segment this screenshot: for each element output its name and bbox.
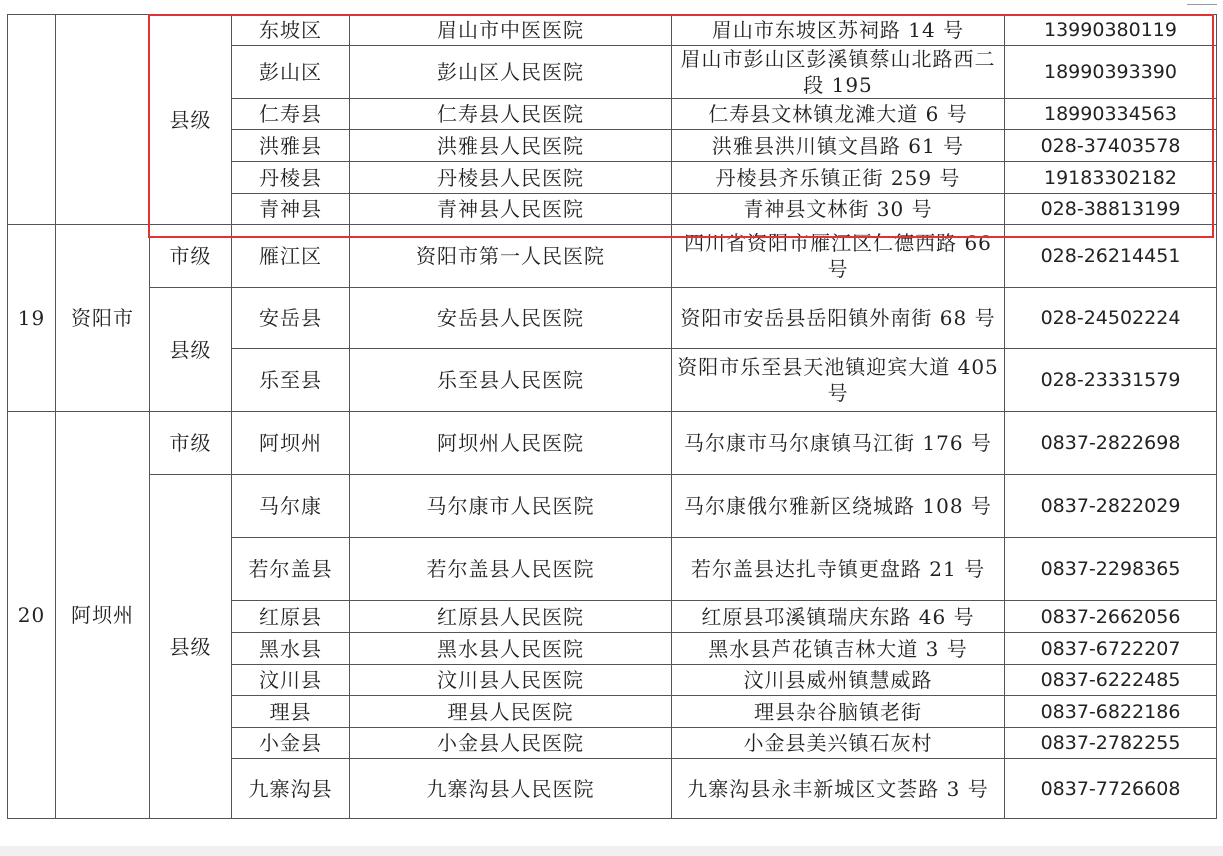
phone-cell: 0837-6222485	[1005, 665, 1217, 696]
address-cell: 马尔康俄尔雅新区绕城路 108 号	[672, 475, 1005, 538]
district-cell: 青神县	[232, 194, 350, 225]
table-row	[8, 475, 1217, 538]
seq-cell: 19	[8, 225, 56, 412]
address-cell: 资阳市乐至县天池镇迎宾大道 405 号	[672, 349, 1005, 412]
hospital-cell: 资阳市第一人民医院	[350, 225, 672, 288]
district-cell: 黑水县	[232, 633, 350, 665]
address-cell: 小金县美兴镇石灰村	[672, 728, 1005, 759]
address-cell: 理县杂谷脑镇老街	[672, 696, 1005, 728]
address-cell: 汶川县威州镇慧威路	[672, 665, 1005, 696]
hospital-cell: 若尔盖县人民医院	[350, 538, 672, 601]
level-cell: 县级	[150, 15, 232, 225]
table-row	[8, 15, 1217, 46]
level-cell: 市级	[150, 412, 232, 475]
address-cell: 丹棱县齐乐镇正街 259 号	[672, 162, 1005, 194]
table-row	[8, 225, 1217, 288]
hospital-cell: 小金县人民医院	[350, 728, 672, 759]
table-row	[8, 288, 1217, 349]
city-cell-cont	[56, 15, 150, 225]
address-cell: 黑水县芦花镇吉林大道 3 号	[672, 633, 1005, 665]
phone-cell: 0837-6722207	[1005, 633, 1217, 665]
district-cell: 小金县	[232, 728, 350, 759]
level-cell: 市级	[150, 225, 232, 288]
hospital-cell: 洪雅县人民医院	[350, 130, 672, 162]
hospital-table	[7, 14, 1217, 819]
hospital-cell: 理县人民医院	[350, 696, 672, 728]
phone-cell: 0837-2822029	[1005, 475, 1217, 538]
address-cell: 资阳市安岳县岳阳镇外南街 68 号	[672, 288, 1005, 349]
page-corner-mark	[1187, 0, 1217, 5]
phone-cell: 18990393390	[1005, 46, 1217, 99]
district-cell: 雁江区	[232, 225, 350, 288]
hospital-cell: 汶川县人民医院	[350, 665, 672, 696]
phone-cell: 0837-2662056	[1005, 601, 1217, 633]
hospital-cell: 青神县人民医院	[350, 194, 672, 225]
hospital-cell: 红原县人民医院	[350, 601, 672, 633]
phone-cell: 0837-6822186	[1005, 696, 1217, 728]
hospital-cell: 九寨沟县人民医院	[350, 759, 672, 819]
phone-cell: 028-38813199	[1005, 194, 1217, 225]
hospital-cell: 丹棱县人民医院	[350, 162, 672, 194]
hospital-cell: 彭山区人民医院	[350, 46, 672, 99]
phone-cell: 028-24502224	[1005, 288, 1217, 349]
district-cell: 东坡区	[232, 15, 350, 46]
table-row	[8, 412, 1217, 475]
district-cell: 洪雅县	[232, 130, 350, 162]
table-body	[8, 15, 1217, 819]
district-cell: 红原县	[232, 601, 350, 633]
address-cell: 眉山市彭山区彭溪镇蔡山北路西二段 195	[672, 46, 1005, 99]
district-cell: 彭山区	[232, 46, 350, 99]
district-cell: 阿坝州	[232, 412, 350, 475]
city-cell: 资阳市	[56, 225, 150, 412]
address-cell: 眉山市东坡区苏祠路 14 号	[672, 15, 1005, 46]
level-cell: 县级	[150, 475, 232, 819]
hospital-cell: 仁寿县人民医院	[350, 99, 672, 130]
hospital-cell: 阿坝州人民医院	[350, 412, 672, 475]
hospital-cell: 马尔康市人民医院	[350, 475, 672, 538]
district-cell: 汶川县	[232, 665, 350, 696]
phone-cell: 028-26214451	[1005, 225, 1217, 288]
phone-cell: 028-23331579	[1005, 349, 1217, 412]
bottom-gray-bar	[0, 846, 1223, 856]
phone-cell: 0837-2822698	[1005, 412, 1217, 475]
city-cell: 阿坝州	[56, 412, 150, 819]
district-cell: 九寨沟县	[232, 759, 350, 819]
phone-cell: 0837-7726608	[1005, 759, 1217, 819]
address-cell: 仁寿县文林镇龙滩大道 6 号	[672, 99, 1005, 130]
address-cell: 洪雅县洪川镇文昌路 61 号	[672, 130, 1005, 162]
hospital-cell: 眉山市中医医院	[350, 15, 672, 46]
phone-cell: 18990334563	[1005, 99, 1217, 130]
address-cell: 红原县邛溪镇瑞庆东路 46 号	[672, 601, 1005, 633]
district-cell: 丹棱县	[232, 162, 350, 194]
address-cell: 若尔盖县达扎寺镇更盘路 21 号	[672, 538, 1005, 601]
district-cell: 乐至县	[232, 349, 350, 412]
phone-cell: 19183302182	[1005, 162, 1217, 194]
district-cell: 安岳县	[232, 288, 350, 349]
district-cell: 理县	[232, 696, 350, 728]
address-cell: 青神县文林街 30 号	[672, 194, 1005, 225]
seq-cell-cont	[8, 15, 56, 225]
district-cell: 若尔盖县	[232, 538, 350, 601]
seq-cell: 20	[8, 412, 56, 819]
district-cell: 马尔康	[232, 475, 350, 538]
hospital-cell: 安岳县人民医院	[350, 288, 672, 349]
address-cell: 九寨沟县永丰新城区文荟路 3 号	[672, 759, 1005, 819]
phone-cell: 0837-2782255	[1005, 728, 1217, 759]
phone-cell: 0837-2298365	[1005, 538, 1217, 601]
hospital-cell: 乐至县人民医院	[350, 349, 672, 412]
level-cell: 县级	[150, 288, 232, 412]
phone-cell: 028-37403578	[1005, 130, 1217, 162]
address-cell: 马尔康市马尔康镇马江街 176 号	[672, 412, 1005, 475]
district-cell: 仁寿县	[232, 99, 350, 130]
phone-cell: 13990380119	[1005, 15, 1217, 46]
hospital-cell: 黑水县人民医院	[350, 633, 672, 665]
address-cell: 四川省资阳市雁江区仁德西路 66 号	[672, 225, 1005, 288]
